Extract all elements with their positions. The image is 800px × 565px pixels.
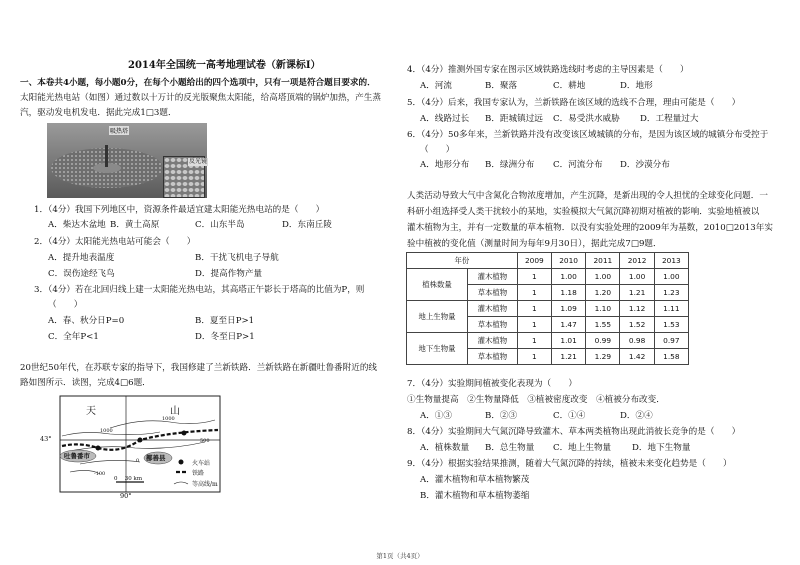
legend-contour-label: 等高线/m	[192, 481, 218, 488]
table-cell: 1.12	[620, 301, 654, 317]
table-row	[407, 333, 689, 349]
map-city-shanshan: 鄯善县	[146, 454, 166, 462]
q9-option-a[interactable]: A．灌木植物和草本植物繁茂	[420, 475, 530, 485]
q5-option-d[interactable]: D．工程量过大	[640, 114, 699, 124]
q8-stem: 8．（4分）实验期间大气氮沉降导致灌木、草本两类植物出现此消彼长竞争的是（ ）	[407, 427, 741, 437]
q6-option-d[interactable]: D．沙漠分布	[620, 160, 670, 170]
section1-intro-1: 太阳能光热电站（如图）通过数以十万计的反光版聚焦太阳能，给高塔顶端的锅炉加热，产生蒸	[20, 93, 381, 103]
q5-option-a[interactable]: A．线路过长	[420, 114, 470, 124]
table-cell: 1.10	[586, 301, 620, 317]
q1-stem: 1．（4分）我国下列地区中，资源条件最适宜建太阳能光热电站的是（ ）	[34, 205, 325, 215]
q6-option-b[interactable]: B．绿洲分布	[485, 160, 535, 170]
legend-station-label: 火车站	[192, 460, 211, 467]
q2-stem: 2．（4分）太阳能光热电站可能会（ ）	[34, 237, 196, 247]
q5-option-b[interactable]: B．距城镇过远	[485, 114, 543, 124]
table-type-cell: 灌木植物	[468, 269, 518, 285]
map-label-tian: 天	[86, 406, 96, 417]
table-cell: 1.42	[620, 349, 654, 365]
table-cell: 0.98	[620, 333, 654, 349]
table-group-label: 植株数量	[407, 269, 468, 301]
map-longitude-label: 90°	[120, 492, 132, 500]
section2-intro-2: 路如图所示．读图，完成4□6题．	[20, 378, 151, 388]
q7-option-d[interactable]: D．②④	[620, 411, 653, 421]
table-type-cell: 灌木植物	[468, 333, 518, 349]
table-header-cell: 2012	[620, 253, 654, 269]
table-cell: 1.00	[620, 269, 654, 285]
q1-option-b[interactable]: B．黄土高原	[110, 220, 160, 230]
q2-option-b[interactable]: B．干扰飞机电子导航	[195, 253, 279, 263]
table-cell: 1	[517, 301, 551, 317]
section1-intro-2: 汽，驱动发电机发电．据此完成1□3题．	[20, 108, 177, 118]
table-row	[407, 301, 689, 317]
table-cell: 1.29	[586, 349, 620, 365]
table-cell: 1.53	[654, 317, 688, 333]
q4-stem: 4．（4分）推测外国专家在图示区域铁路选线时考虑的主导因素是（ ）	[407, 65, 689, 75]
table-header-cell: 2009	[517, 253, 551, 269]
table-cell: 1	[517, 349, 551, 365]
q4-option-b[interactable]: B．聚落	[485, 81, 518, 91]
q7-option-a[interactable]: A．①③	[420, 411, 452, 421]
q8-option-d[interactable]: D．地下生物量	[632, 443, 691, 453]
q7-option-c[interactable]: C．①④	[553, 411, 586, 421]
table-cell: 1	[517, 269, 551, 285]
photo-label-tower: 吸热塔	[110, 128, 129, 135]
map-contour-1000: 1000	[162, 416, 175, 422]
table-type-cell: 草本植物	[468, 349, 518, 365]
section2-intro-1: 20世纪50年代，在苏联专家的指导下，我国修建了兰新铁路．兰新铁路在新疆吐鲁番附近的线	[20, 363, 378, 373]
q6-option-c[interactable]: C．河流分布	[553, 160, 603, 170]
q5-option-c[interactable]: C．易受洪水威胁	[553, 114, 620, 124]
q8-option-c[interactable]: C．地上生物量	[553, 443, 612, 453]
table-cell: 1.18	[551, 285, 585, 301]
table-cell: 1.23	[654, 285, 688, 301]
map-city-turpan: 吐鲁番市	[64, 452, 90, 460]
q4-option-c[interactable]: C．耕地	[553, 81, 586, 91]
table-group-label: 地下生物量	[407, 333, 468, 365]
q7-stem: 7．（4分）实验期间植被变化表现为（ ）	[407, 379, 577, 389]
table-header-row	[407, 253, 689, 269]
table-type-cell: 灌木植物	[468, 301, 518, 317]
table-group-label: 地上生物量	[407, 301, 468, 333]
section3-intro-3: 灌木植物为主，并有一定数量的草本植物．以没有实验处理的2009年为基数，2010□2013年实	[407, 223, 773, 233]
q1-option-d[interactable]: D．东南丘陵	[282, 220, 332, 230]
q6-option-a[interactable]: A．地形分布	[420, 160, 470, 170]
table-cell: 1.52	[620, 317, 654, 333]
table-cell: 1.21	[551, 349, 585, 365]
q3-option-a[interactable]: A．春、秋分日P=0	[48, 316, 125, 326]
q7-items: ①生物量提高 ②生物量降低 ③植被密度改变 ④植被分布改变．	[407, 395, 665, 405]
table-header-cell: 2013	[654, 253, 688, 269]
q3-option-c[interactable]: C．全年P<1	[48, 332, 99, 342]
table-cell: 1.11	[654, 301, 688, 317]
paper-title: 2014年全国统一高考地理试卷（新课标Ⅰ）	[128, 60, 321, 71]
table-cell: 1.21	[620, 285, 654, 301]
q2-option-d[interactable]: D．提高作物产量	[195, 269, 263, 279]
table-header-cell: 2010	[551, 253, 585, 269]
section3-intro-4: 验中植被的变化值（测量时间为每年9月30日），据此完成7□9题．	[407, 239, 662, 249]
table-cell: 1.58	[654, 349, 688, 365]
q2-option-c[interactable]: C．误伤途经飞鸟	[48, 269, 115, 279]
map-contour-500: 500	[200, 438, 210, 444]
map-contour-0: 0	[136, 458, 140, 464]
photo-label-mirror: 反光镜	[189, 158, 208, 165]
q1-option-a[interactable]: A．柴达木盆地	[48, 220, 106, 230]
q8-option-a[interactable]: A．植株数量	[420, 443, 470, 453]
table-cell: 1.00	[586, 269, 620, 285]
vegetation-table	[406, 252, 689, 365]
table-cell: 1.00	[654, 269, 688, 285]
table-cell: 1.55	[586, 317, 620, 333]
map-label-shan: 山	[170, 406, 180, 417]
q3-option-d[interactable]: D．冬至日P>1	[195, 332, 255, 342]
table-cell: 1.47	[551, 317, 585, 333]
q9-stem: 9．（4分）根据实验结果推测，随着大气氮沉降的持续，植被未来变化趋势是（ ）	[407, 459, 732, 469]
map-contour-neg100: -100	[94, 471, 106, 477]
map-scale: 0 30 km	[114, 476, 143, 482]
q3-stem-paren: （ ）	[48, 300, 83, 310]
section1-header: 一、本卷共4小题，每小题0分，在每个小题给出的四个选项中，只有一项是符合题目要求的．	[20, 78, 376, 88]
section3-intro-1: 人类活动导致大气中含氮化合物浓度增加，产生沉降，是新出现的令人担忧的全球变化问题．一	[407, 191, 768, 201]
table-header-cell: 2011	[586, 253, 620, 269]
table-cell: 1	[517, 317, 551, 333]
q4-option-a[interactable]: A．河流	[420, 81, 452, 91]
table-cell: 1.09	[551, 301, 585, 317]
table-cell: 1	[517, 285, 551, 301]
page-footer: 第1页（共4页）	[376, 552, 424, 560]
table-cell: 1.00	[551, 269, 585, 285]
q1-option-c[interactable]: C．山东半岛	[195, 220, 245, 230]
q5-stem: 5．（4分）后来，我国专家认为，兰新铁路在该区域的选线不合理，理由可能是（ ）	[407, 98, 741, 108]
table-cell: 0.99	[586, 333, 620, 349]
q4-option-d[interactable]: D．地形	[620, 81, 653, 91]
table-row	[407, 269, 689, 285]
table-cell: 1	[517, 333, 551, 349]
table-type-cell: 草本植物	[468, 285, 518, 301]
q6-stem-paren: （ ）	[420, 145, 455, 155]
q3-stem: 3．（4分）若在北回归线上建一太阳能光热电站，其高塔正午影长于塔高的比值为P，则	[34, 285, 365, 295]
legend-rail-label: 铁路	[192, 470, 205, 477]
map-contour-1000b: 1000	[100, 428, 113, 434]
q8-option-b[interactable]: B．总生物量	[485, 443, 535, 453]
railway-map	[40, 392, 240, 500]
table-type-cell: 草本植物	[468, 317, 518, 333]
q7-option-b[interactable]: B．②③	[485, 411, 518, 421]
table-cell: 1.01	[551, 333, 585, 349]
q9-option-b[interactable]: B．灌木植物和草本植物萎缩	[420, 491, 530, 501]
section3-intro-2: 科研小组选择受人类干扰较小的某地，实验模拟大气氮沉降初期对植被的影响．实验地植被以	[407, 207, 760, 217]
q2-option-a[interactable]: A．提升地表温度	[48, 253, 115, 263]
map-latitude-label: 43°	[40, 435, 52, 443]
table-cell: 0.97	[654, 333, 688, 349]
table-header-cell: 年份	[407, 253, 518, 269]
q3-option-b[interactable]: B．夏至日P>1	[195, 316, 255, 326]
q6-stem: 6．（4分）50多年来，兰新铁路并没有改变该区域城镇的分布，是因为该区域的城镇分布受控于	[407, 130, 769, 140]
table-cell: 1.20	[586, 285, 620, 301]
